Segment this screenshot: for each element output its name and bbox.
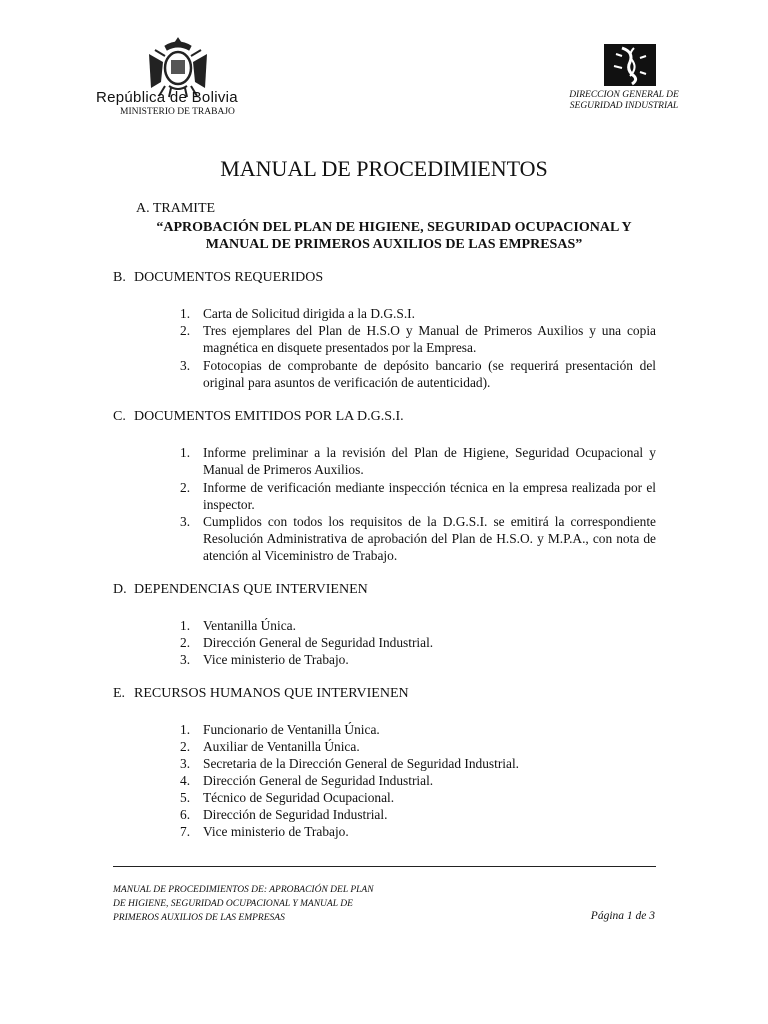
list-number: 6. xyxy=(180,807,191,822)
page-title: MANUAL DE PROCEDIMIENTOS xyxy=(220,156,548,181)
dgsi-name-line2: SEGURIDAD INDUSTRIAL xyxy=(569,101,679,111)
list-number: 2. xyxy=(180,635,191,650)
list-item xyxy=(180,322,656,356)
list-number: 1. xyxy=(180,445,191,460)
list-item xyxy=(180,772,656,789)
list-text: Auxiliar de Ventanilla Única. xyxy=(203,739,360,754)
list-item xyxy=(180,651,656,668)
list-number: 1. xyxy=(180,618,191,633)
list-text: Dirección General de Seguridad Industrial. xyxy=(203,635,434,650)
list-number: 4. xyxy=(180,773,191,788)
list-text: Vice ministerio de Trabajo. xyxy=(203,652,349,667)
tramite-name xyxy=(128,219,660,253)
list-item xyxy=(180,755,656,772)
list-text: Carta de Solicitud dirigida a la D.G.S.I. xyxy=(203,306,415,321)
list-number: 3. xyxy=(180,652,191,667)
list-number: 3. xyxy=(180,514,191,529)
list-number: 2. xyxy=(180,323,191,338)
section-b-heading xyxy=(113,270,323,286)
tramite-name-line1: “APROBACIÓN DEL PLAN DE HIGIENE, SEGURIDAD OCUPACIONAL Y xyxy=(156,220,632,235)
section-title: DOCUMENTOS REQUERIDOS xyxy=(134,270,324,285)
list-item xyxy=(180,738,656,755)
list-text: Tres ejemplares del Plan de H.S.O y Manual de Primeros Auxilios y una copia magnética en disquete presentados por la Empresa. xyxy=(203,323,656,355)
section-c-heading xyxy=(113,409,404,425)
page-number: Página 1 de 3 xyxy=(590,910,655,922)
dgsi-logo-icon xyxy=(604,44,656,86)
list-item xyxy=(180,617,656,634)
list-item xyxy=(180,357,656,391)
section-letter: E. xyxy=(113,686,126,701)
list-item xyxy=(180,789,656,806)
list-item xyxy=(180,479,656,513)
list-item xyxy=(180,513,656,564)
footer-line1: MANUAL DE PROCEDIMIENTOS DE: APROBACIÓN DEL PLAN xyxy=(113,885,374,895)
tramite-name-line2: MANUAL DE PRIMEROS AUXILIOS DE LAS EMPRESAS” xyxy=(205,237,583,252)
country-name: República de Bolivia xyxy=(96,89,238,106)
list-item xyxy=(180,806,656,823)
list-item xyxy=(180,634,656,651)
list-number: 5. xyxy=(180,790,191,805)
tramite-heading: A. TRAMITE xyxy=(136,201,216,216)
list-text: Funcionario de Ventanilla Única. xyxy=(203,722,380,737)
section-title: RECURSOS HUMANOS QUE INTERVIENEN xyxy=(134,686,409,701)
section-e-heading xyxy=(113,686,409,702)
list-number: 7. xyxy=(180,824,191,839)
list-number: 3. xyxy=(180,756,191,771)
list-text: Vice ministerio de Trabajo. xyxy=(203,824,349,839)
section-title: DOCUMENTOS EMITIDOS POR LA D.G.S.I. xyxy=(134,409,404,424)
dgsi-name xyxy=(562,90,686,112)
list-number: 1. xyxy=(180,306,191,321)
list-text: Dirección General de Seguridad Industrial. xyxy=(203,773,434,788)
section-letter: C. xyxy=(113,409,126,424)
list-item xyxy=(180,444,656,478)
section-d-heading xyxy=(113,582,368,598)
list-text: Secretaria de la Dirección General de Seguridad Industrial. xyxy=(203,756,520,771)
list-number: 2. xyxy=(180,739,191,754)
footer-line2: DE HIGIENE, SEGURIDAD OCUPACIONAL Y MANUAL DE xyxy=(113,899,353,909)
footer-line3: PRIMEROS AUXILIOS DE LAS EMPRESAS xyxy=(113,913,285,923)
list-text: Fotocopias de comprobante de depósito bancario (se requerirá presentación del original para asuntos de verificación de autenticidad). xyxy=(203,358,656,390)
list-text: Ventanilla Única. xyxy=(203,618,296,633)
footer-divider xyxy=(113,866,656,867)
list-item xyxy=(180,823,656,840)
section-title: DEPENDENCIAS QUE INTERVIENEN xyxy=(134,582,368,597)
footer-text xyxy=(113,883,374,925)
ministry-name: MINISTERIO DE TRABAJO xyxy=(120,107,235,117)
list-text: Dirección de Seguridad Industrial. xyxy=(203,807,388,822)
list-text: Informe de verificación mediante inspección técnica en la empresa realizada por el inspector. xyxy=(203,480,656,512)
section-letter: D. xyxy=(113,582,127,597)
section-letter: B. xyxy=(113,270,126,285)
list-text: Informe preliminar a la revisión del Plan de Higiene, Seguridad Ocupacional y Manual de Primeros Auxilios. xyxy=(203,445,656,477)
list-number: 1. xyxy=(180,722,191,737)
list-item xyxy=(180,721,656,738)
list-number: 2. xyxy=(180,480,191,495)
list-item xyxy=(180,305,656,322)
list-number: 3. xyxy=(180,358,191,373)
list-text: Cumplidos con todos los requisitos de la D.G.S.I. se emitirá la correspondiente Resolución Administrativa de aprobación del Plan de H.S.O. y M.P.A., con nota de atención al Viceministro de Trabajo. xyxy=(203,514,656,563)
list-text: Técnico de Seguridad Ocupacional. xyxy=(203,790,395,805)
dgsi-name-line1: DIRECCION GENERAL DE xyxy=(569,90,679,100)
